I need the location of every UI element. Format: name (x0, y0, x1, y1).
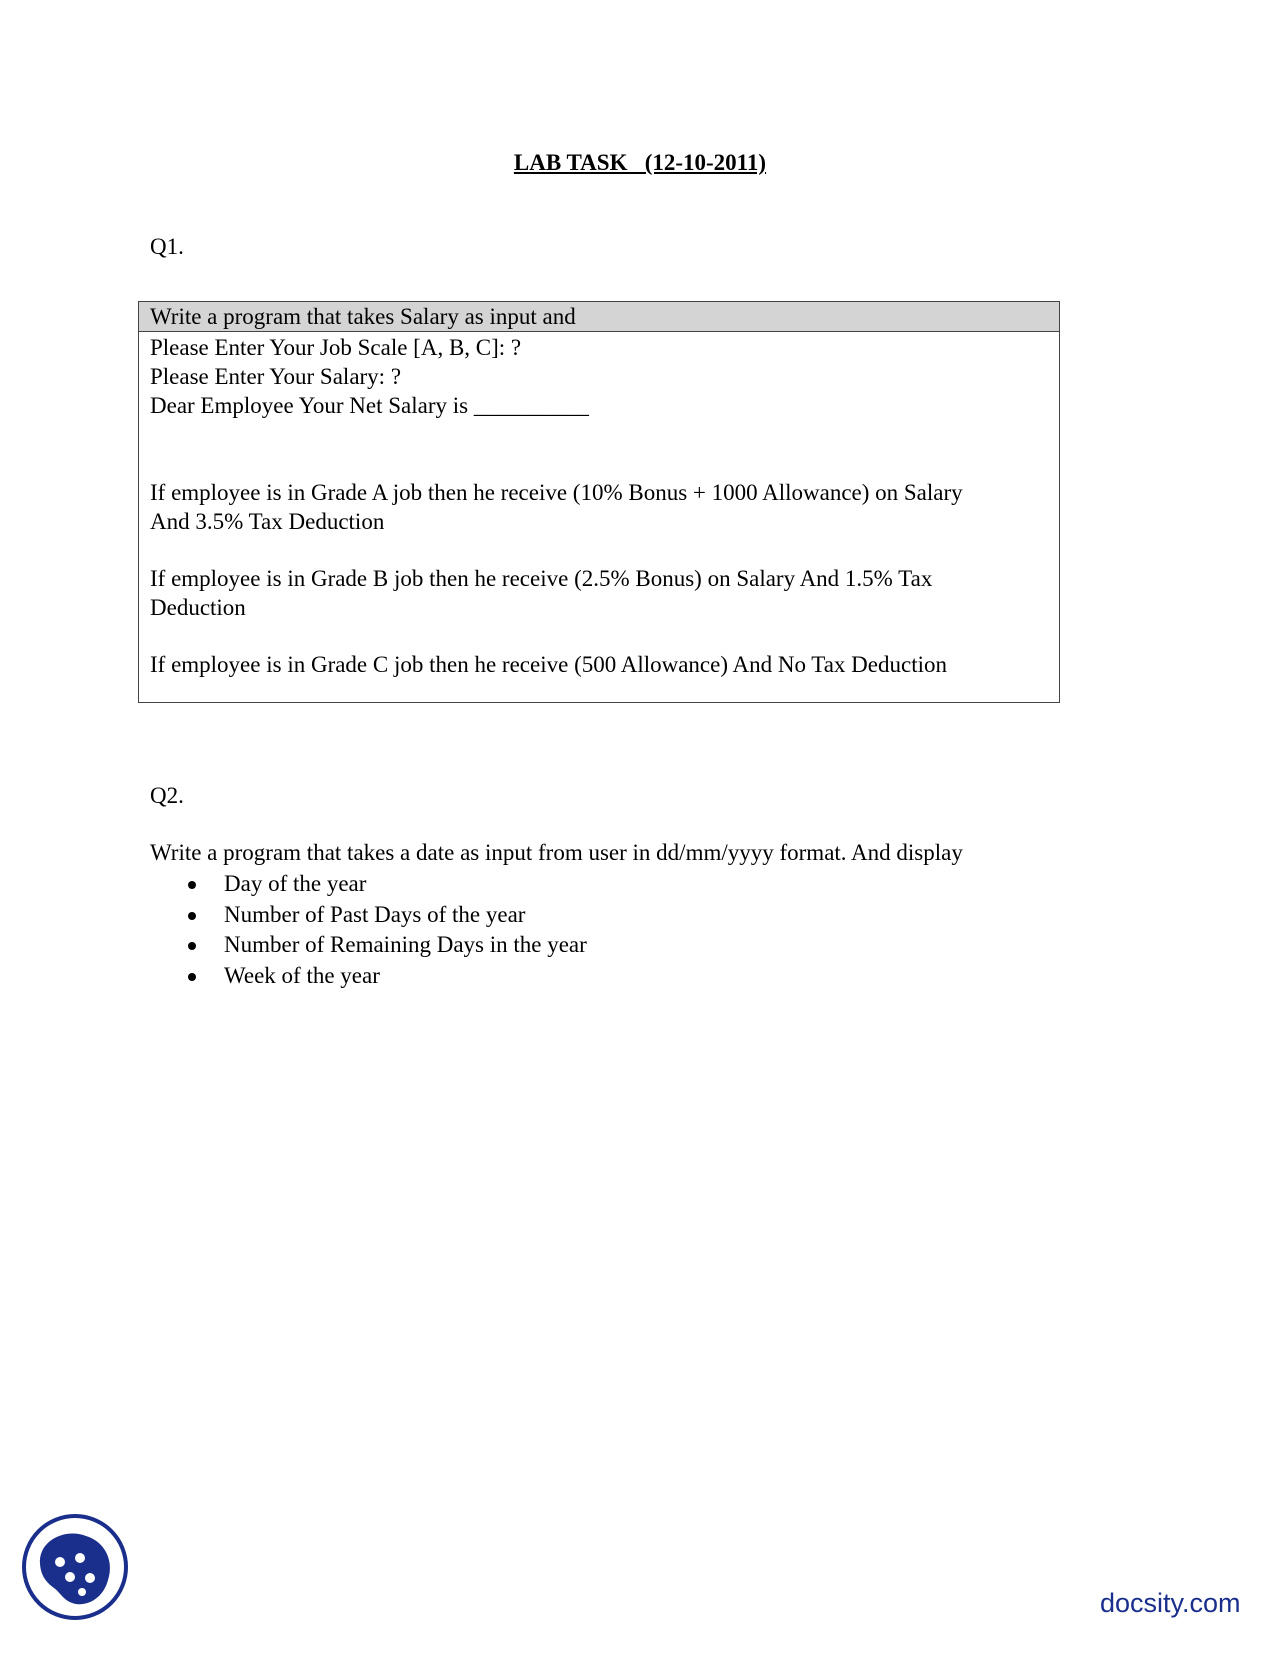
bullet-icon (188, 973, 196, 981)
grade-c-rule-line-1: If employee is in Grade C job then he receive (500 Allowance) And No Tax Deduction (150, 652, 947, 677)
question-2-intro: Write a program that takes a date as input from user in dd/mm/yyyy format. And display (150, 840, 963, 865)
question-1-box (138, 301, 1060, 703)
question-1-box-body (139, 332, 1059, 679)
list-item: Number of Remaining Days in the year (150, 930, 587, 961)
grade-b-rule-line-2: Deduction (150, 595, 246, 620)
grade-a-rule-line-2: And 3.5% Tax Deduction (150, 509, 385, 534)
list-item: Week of the year (150, 961, 587, 992)
list-item: Number of Past Days of the year (150, 900, 587, 931)
question-2-bullet-list (150, 869, 587, 991)
question-1-box-header: Write a program that takes Salary as input and (139, 302, 1059, 332)
list-item: Day of the year (150, 869, 587, 900)
grade-b-rule-line-1: If employee is in Grade B job then he receive (2.5% Bonus) on Salary And 1.5% Tax (150, 566, 933, 591)
prompt-line: Dear Employee Your Net Salary is __________ (150, 393, 589, 418)
prompt-line: Please Enter Your Job Scale [A, B, C]: ? (150, 335, 522, 360)
prompt-line: Please Enter Your Salary: ? (150, 364, 402, 389)
grade-a-rule-line-1: If employee is in Grade A job then he receive (10% Bonus + 1000 Allowance) on Salary (150, 480, 963, 505)
bullet-icon (188, 942, 196, 950)
docsity-logo-icon (20, 1512, 130, 1622)
question-1-label: Q1. (150, 234, 184, 259)
bullet-icon (188, 881, 196, 889)
bullet-icon (188, 912, 196, 920)
docsity-brand-link[interactable]: docsity.com (1100, 1588, 1241, 1618)
page-title: LAB TASK (12-10-2011) (513, 150, 767, 175)
question-2-label: Q2. (150, 783, 184, 808)
